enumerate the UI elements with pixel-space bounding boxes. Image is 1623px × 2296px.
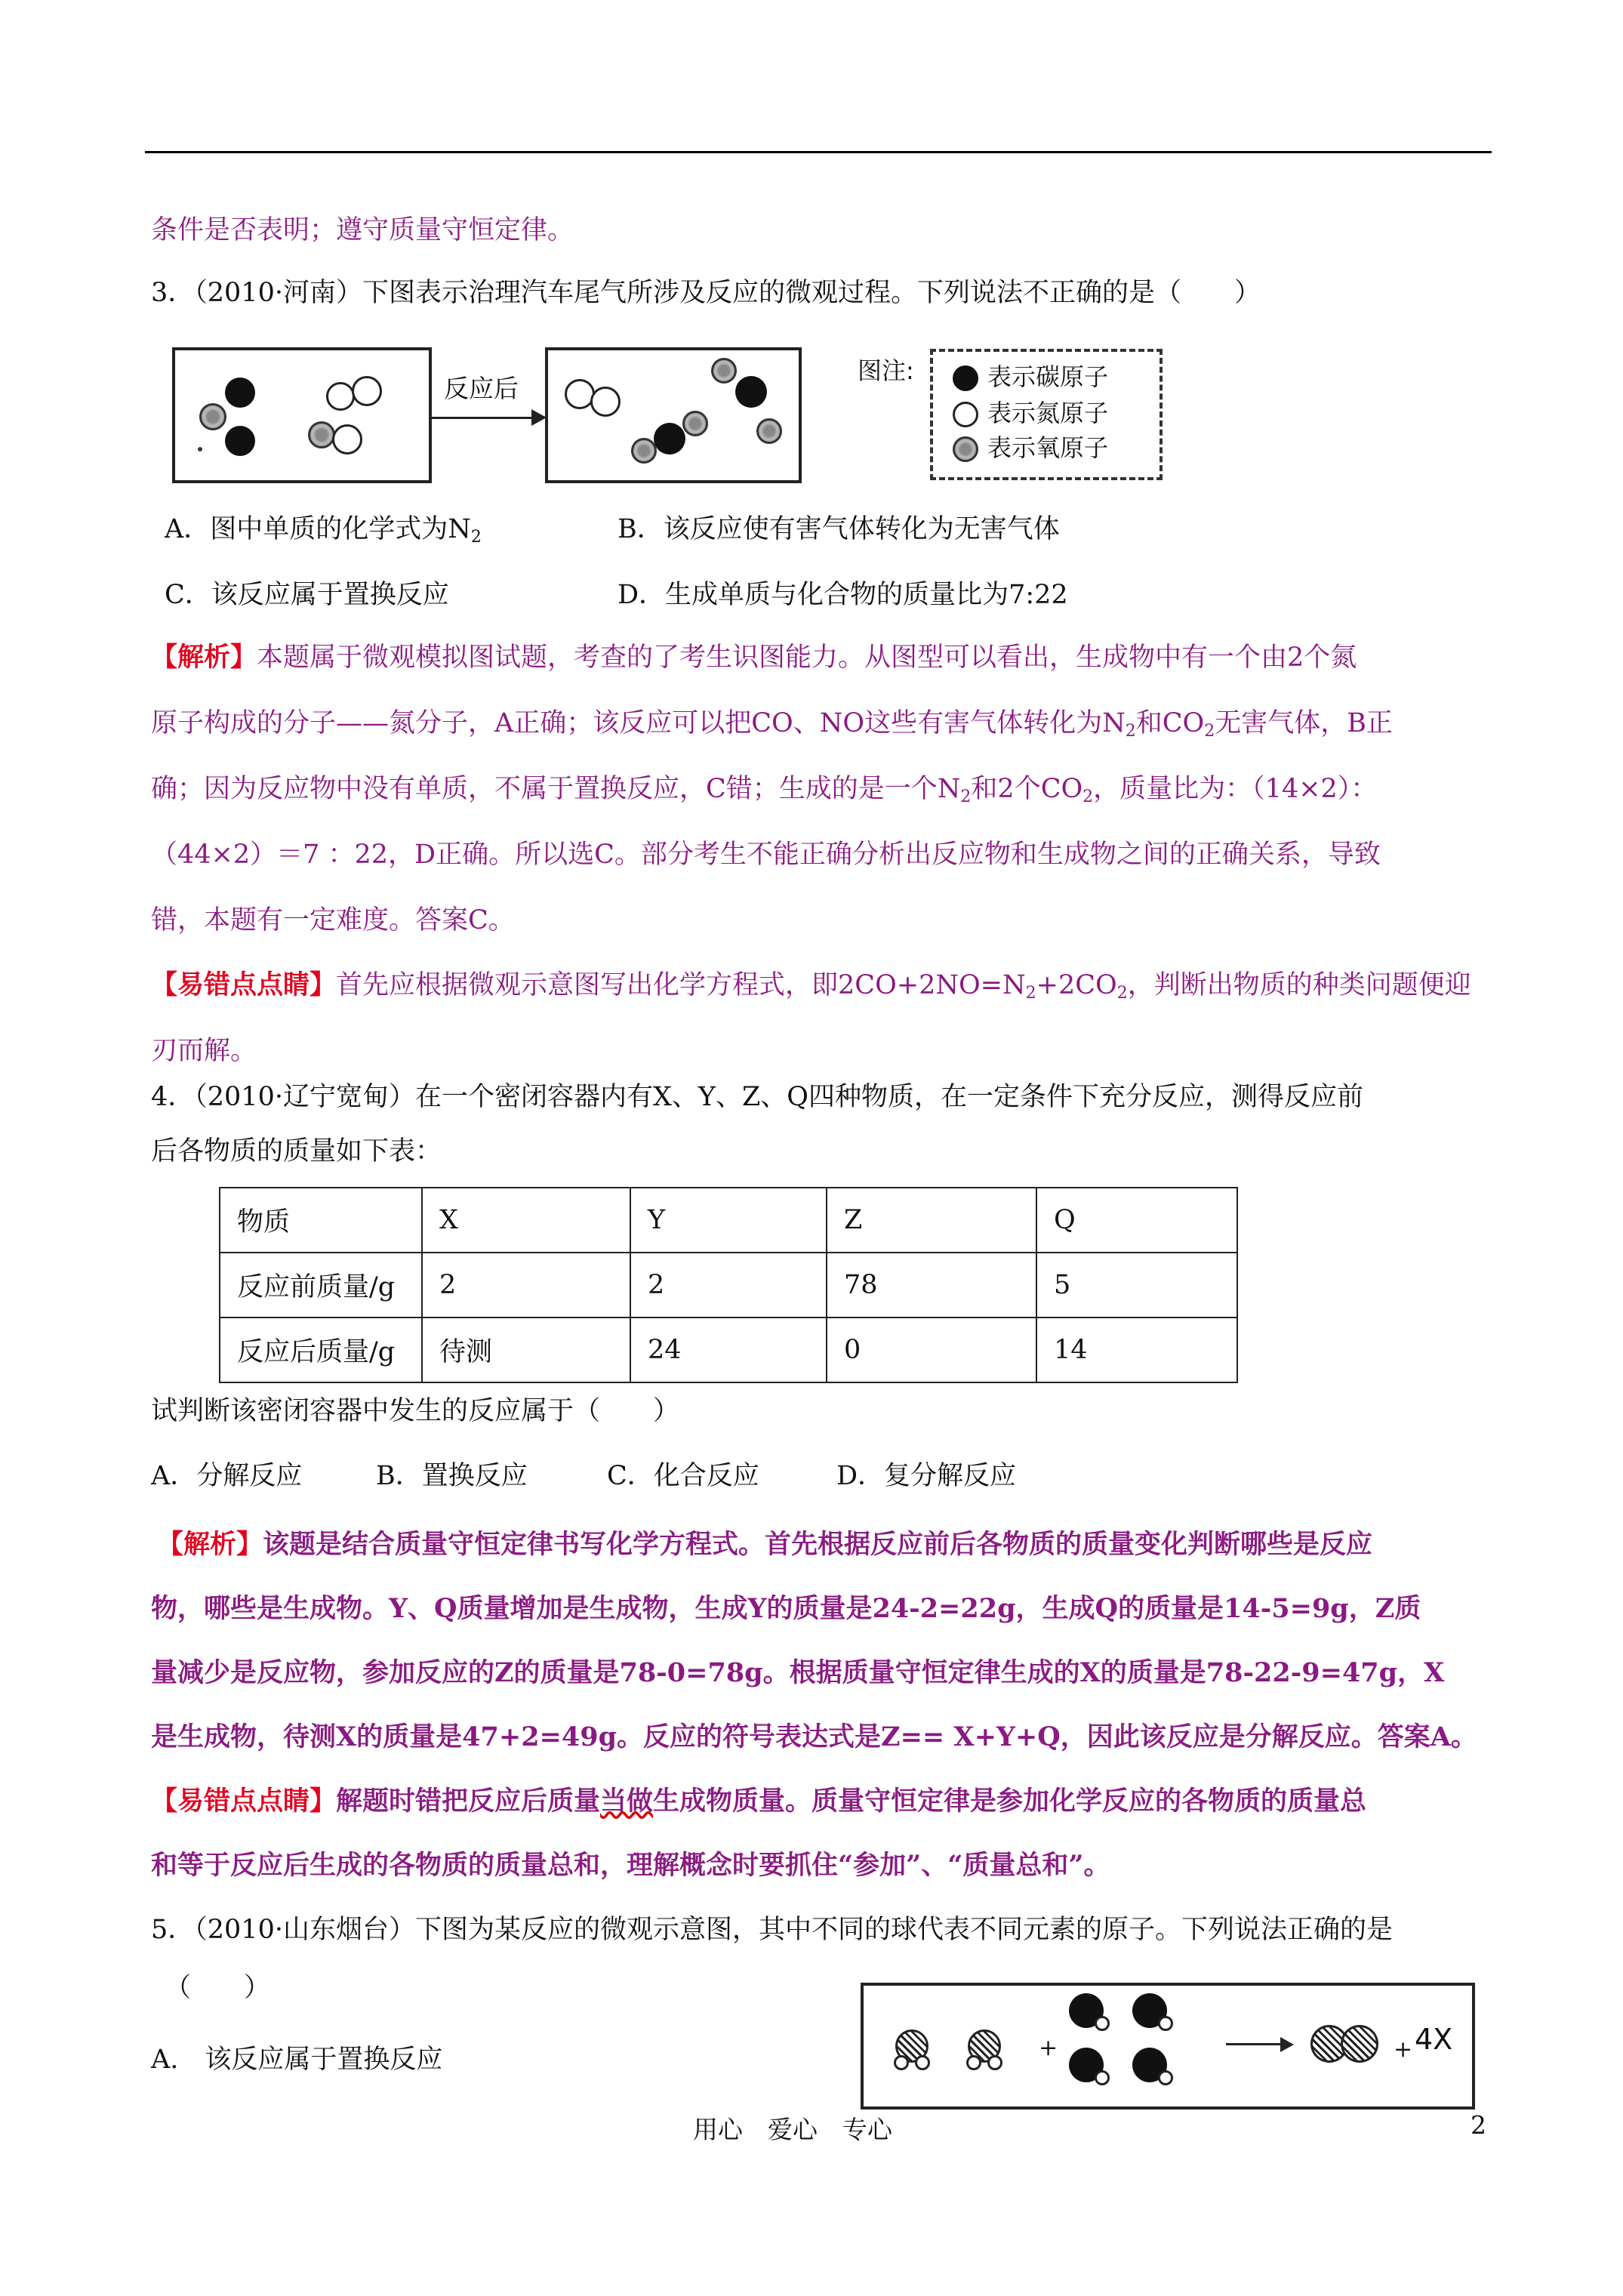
analysis-tag: 【解析】 (151, 642, 257, 673)
small-atom (1158, 2016, 1173, 2031)
table-cell: 2 (630, 1253, 827, 1318)
q4-stem-line-1: 4．（2010·辽宁宽甸）在一个密闭容器内有X、Y、Z、Q四种物质，在一定条件下充分反应，测得反应前 (151, 1082, 1364, 1112)
legend-title: 图注: (858, 356, 914, 385)
small-atom (894, 2055, 909, 2070)
q4-tip-line-2: 和等于反应后生成的各物质的质量总和，理解概念时要抓住“参加”、“质量总和”。 (151, 1850, 1110, 1881)
q5-stem-line-2: （ ） (165, 1973, 271, 2003)
arrow-head-icon (531, 409, 547, 426)
nitrogen-atom (332, 424, 362, 455)
small-atom (966, 2055, 981, 2070)
plus-sign: + (1394, 2036, 1413, 2063)
table-cell: 反应后质量/g (220, 1318, 422, 1382)
table-header-cell: Z (827, 1188, 1036, 1253)
footer-slogan: 用心 爱心 专心 (693, 2115, 892, 2144)
tip-tag: 【易错点点睛】 (151, 1786, 337, 1817)
q4-analysis-line-4: 是生成物，待测X的质量是47+2=49g。反应的符号表达式是Z== X+Y+Q，因此该反应是分解反应。答案A。 (151, 1721, 1477, 1752)
products-box (545, 347, 802, 483)
nitrogen-atom (590, 387, 621, 417)
small-atom (987, 2055, 1002, 2070)
legend-box (930, 349, 1163, 480)
tip-tag: 【易错点点睛】 (151, 969, 337, 1000)
legend-oxygen: 表示氧原子 (987, 433, 1109, 462)
arrow-head-icon (1280, 2037, 1294, 2052)
arrow-shaft (1226, 2043, 1285, 2045)
q4-analysis-line-2: 物，哪些是生成物。Y、Q质量增加是生成物，生成Y的质量是24-2=22g，生成Q的质量是14-5=9g，Z质 (151, 1593, 1421, 1624)
carbon-legend-icon (953, 365, 978, 391)
prev-answer-tail: 条件是否表明；遵守质量守恒定律。 (151, 215, 574, 245)
q3-analysis-line-4: （44×2）＝7 ：22，D正确。所以选C。部分考生不能正确分析出反应物和生成物之间的正确关系，导致 (151, 840, 1381, 870)
header-rule (145, 151, 1492, 153)
plus-sign: + (1039, 2035, 1058, 2061)
q3-stem: 3．（2010·河南）下图表示治理汽车尾气所涉及反应的微观过程。下列说法不正确的是（ ） (151, 278, 1261, 308)
analysis-tag: 【解析】 (157, 1529, 263, 1560)
table-cell: 2 (422, 1253, 630, 1318)
carbon-atom (225, 378, 255, 408)
carbon-atom (654, 423, 685, 455)
nitrogen-legend-icon (953, 402, 978, 427)
q3-option-b: B．该反应使有害气体转化为无害气体 (617, 514, 1060, 544)
hatched-atom (1341, 2025, 1378, 2063)
table-cell: 0 (827, 1318, 1036, 1382)
table-header-cell: Y (630, 1188, 827, 1253)
q3-tip-line-1: 【易错点点睛】首先应根据微观示意图写出化学方程式，即$2CO+2NO=N_2+2CO_2$，判断出物质的种类问题便迎 (151, 969, 1471, 1003)
q3-analysis-line-1: 【解析】本题属于微观模拟图试题，考查的了考生识图能力。从图型可以看出，生成物中有一个由2个氮 (151, 642, 1357, 673)
arrow-shaft (432, 417, 544, 419)
spacer (198, 447, 202, 451)
q3-option-d: D．生成单质与化合物的质量比为7:22 (617, 580, 1068, 610)
product-label: 4X (1415, 2023, 1453, 2056)
q4-analysis-line-3: 量减少是反应物，参加反应的Z的质量是78-0=78g。根据质量守恒定律生成的X的质量是78-22-9=47g，X (151, 1657, 1445, 1688)
arrow-label: 反应后 (444, 374, 519, 403)
oxygen-atom (199, 403, 226, 430)
q4-tip-line-1: 【易错点点睛】解题时错把反应后质量当做生成物质量。质量守恒定律是参加化学反应的各物质的质量总 (151, 1786, 1367, 1817)
oxygen-atom (711, 358, 737, 384)
page-number: 2 (1471, 2110, 1486, 2140)
legend-nitrogen: 表示氮原子 (987, 399, 1109, 427)
oxygen-legend-icon (953, 436, 978, 462)
table-header-row (220, 1188, 1237, 1253)
legend-carbon: 表示碳原子 (987, 362, 1109, 391)
q3-analysis-line-5: 错，本题有一定难度。答案C。 (151, 905, 515, 935)
carbon-atom (735, 376, 767, 408)
q5-stem-line-1: 5．（2010·山东烟台）下图为某反应的微观示意图，其中不同的球代表不同元素的原子。下列说法正确的是 (151, 1915, 1393, 1945)
q4-option-b: B．置换反应 (376, 1461, 528, 1491)
small-atom (1095, 2016, 1110, 2031)
q4-option-c: C．化合反应 (607, 1461, 759, 1491)
table-row (220, 1318, 1237, 1382)
oxygen-atom (308, 421, 335, 448)
q4-stem-line-2: 后各物质的质量如下表： (151, 1136, 442, 1166)
q3-option-c: C．该反应属于置换反应 (165, 580, 449, 610)
small-atom (1158, 2070, 1173, 2085)
nitrogen-atom (352, 376, 382, 406)
table-header-cell: Q (1036, 1188, 1237, 1253)
table-cell: 14 (1036, 1318, 1237, 1382)
table-cell: 待测 (422, 1318, 630, 1382)
mass-table (219, 1187, 1238, 1383)
q3-option-a: A．图中单质的化学式为$N_2$ (165, 514, 482, 547)
q3-analysis-line-3: 确；因为反应物中没有单质，不属于置换反应，C错；生成的是一个$N_2$和2个$CO_2$，质量比为：（14×2）： (151, 774, 1378, 806)
q3-analysis-line-2: 原子构成的分子——氮分子，A正确；该反应可以把CO、NO这些有害气体转化为$N_2$和$CO_2$无害气体，B正 (151, 708, 1393, 741)
reactants-box (172, 347, 432, 483)
table-row (220, 1253, 1237, 1318)
table-cell: 24 (630, 1318, 827, 1382)
carbon-atom (225, 426, 255, 456)
table-header-cell: 物质 (220, 1188, 422, 1253)
q5-figure (861, 1983, 1475, 2110)
small-atom (1095, 2070, 1110, 2085)
nitrogen-atom (326, 382, 355, 411)
q4-question: 试判断该密闭容器中发生的反应属于（ ） (151, 1396, 680, 1426)
oxygen-atom (756, 418, 782, 444)
table-cell: 78 (827, 1253, 1036, 1318)
q4-analysis-line-1: 【解析】该题是结合质量守恒定律书写化学方程式。首先根据反应前后各物质的质量变化判断哪些是反应 (157, 1529, 1373, 1560)
q3-tip-line-2: 刃而解。 (151, 1036, 257, 1066)
q5-option-a: A. 该反应属于置换反应 (151, 2045, 443, 2075)
oxygen-atom (631, 438, 657, 464)
small-atom (915, 2055, 930, 2070)
table-cell: 5 (1036, 1253, 1237, 1318)
table-cell: 反应前质量/g (220, 1253, 422, 1318)
q4-option-d: D．复分解反应 (836, 1461, 1017, 1491)
table-header-cell: X (422, 1188, 630, 1253)
oxygen-atom (682, 411, 708, 436)
q4-option-a: A．分解反应 (151, 1461, 303, 1491)
